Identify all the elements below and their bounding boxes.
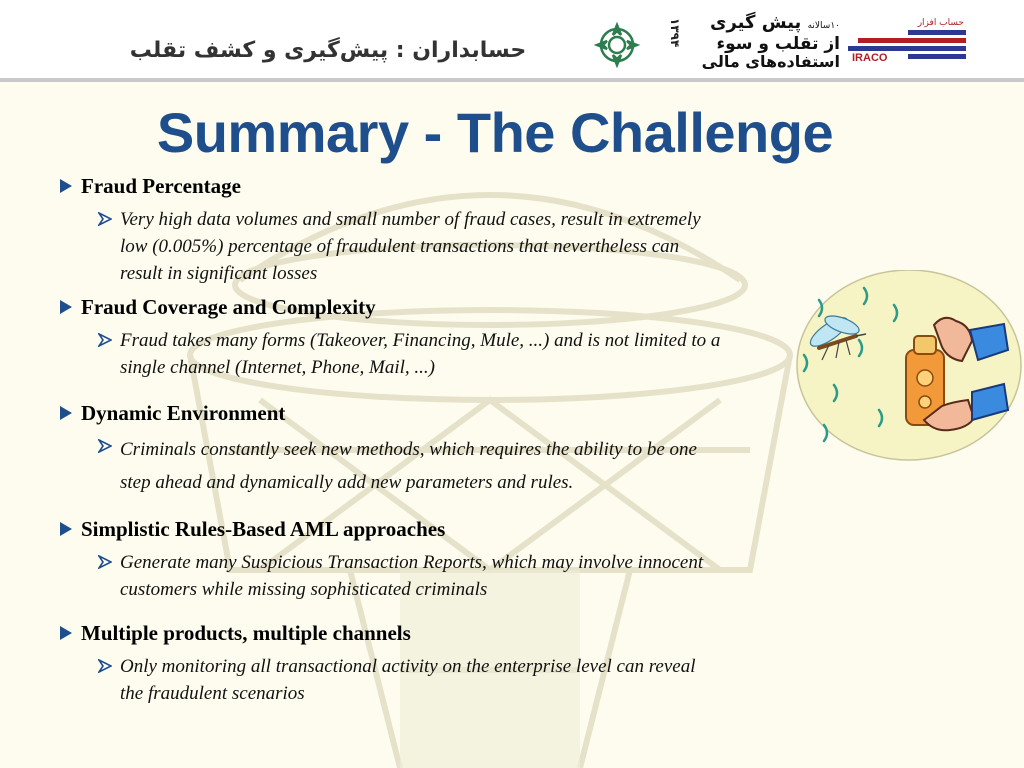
detail-line: single channel (Internet, Phone, Mail, ...) xyxy=(120,357,436,378)
detail-line: Generate many Suspicious Transaction Reports, which may involve innocent xyxy=(120,552,704,573)
detail-line: low (0.005%) percentage of fraudulent transactions that nevertheless can xyxy=(120,236,680,257)
bug-spray-clipart xyxy=(784,270,1024,470)
years-badge: ۱۳۹۴ xyxy=(668,18,682,48)
section-heading: Fraud Coverage and Complexity xyxy=(81,294,376,319)
conference-line2: از تقلب و سوء xyxy=(716,34,840,54)
detail-line: Criminals constantly seek new methods, which requires the ability to be one xyxy=(120,439,697,460)
iraco-logo xyxy=(848,18,968,64)
section-heading: Multiple products, multiple channels xyxy=(81,620,411,645)
slide-content xyxy=(60,172,830,713)
section-detail xyxy=(98,433,830,499)
section-heading: Simplistic Rules-Based AML approaches xyxy=(81,516,446,541)
detail-line: customers while missing sophisticated criminals xyxy=(120,579,488,600)
header-tagline: حسابداران : پیش‌گیری و کشف تقلب xyxy=(129,38,527,63)
triangle-bullet-icon xyxy=(60,626,72,640)
detail-line: Fraud takes many forms (Takeover, Financing, Mule, ...) and is not limited to a xyxy=(120,330,721,351)
conference-line3: استفاده‌های مالی xyxy=(701,52,840,71)
emblem-icon xyxy=(588,22,646,68)
arrow-bullet-icon xyxy=(98,333,112,347)
section-dynamic-environment xyxy=(60,399,830,499)
logo-brand-text: IRACO xyxy=(852,52,888,64)
section-heading: Fraud Percentage xyxy=(81,173,241,198)
detail-line: result in significant losses xyxy=(120,263,318,284)
section-detail xyxy=(98,653,830,707)
section-fraud-coverage xyxy=(60,293,830,381)
arrow-bullet-icon xyxy=(98,555,112,569)
triangle-bullet-icon xyxy=(60,406,72,420)
section-multiple-channels xyxy=(60,619,830,707)
detail-line: the fraudulent scenarios xyxy=(120,683,305,704)
arrow-bullet-icon xyxy=(98,439,112,453)
slide-title: Summary - The Challenge xyxy=(156,101,834,164)
detail-line: Very high data volumes and small number of fraud cases, result in extremely xyxy=(120,209,701,230)
section-rules-based-aml xyxy=(60,515,830,603)
arrow-bullet-icon xyxy=(98,659,112,673)
logo-magazine-text: حساب افزار xyxy=(917,18,964,28)
conference-line1: پیش گیری xyxy=(709,12,802,33)
triangle-bullet-icon xyxy=(60,522,72,536)
triangle-bullet-icon xyxy=(60,300,72,314)
section-detail xyxy=(98,549,830,603)
detail-line: step ahead and dynamically add new parameters and rules. xyxy=(120,472,574,493)
detail-line: Only monitoring all transactional activity on the enterprise level can reveal xyxy=(120,656,696,677)
section-detail xyxy=(98,206,830,287)
arrow-bullet-icon xyxy=(98,212,112,226)
section-fraud-percentage xyxy=(60,172,830,287)
conference-title xyxy=(690,14,840,71)
section-detail xyxy=(98,327,830,381)
section-heading: Dynamic Environment xyxy=(81,400,286,425)
conference-edition: ۱۰سالانه xyxy=(807,21,840,31)
header-banner xyxy=(0,0,1024,82)
triangle-bullet-icon xyxy=(60,179,72,193)
